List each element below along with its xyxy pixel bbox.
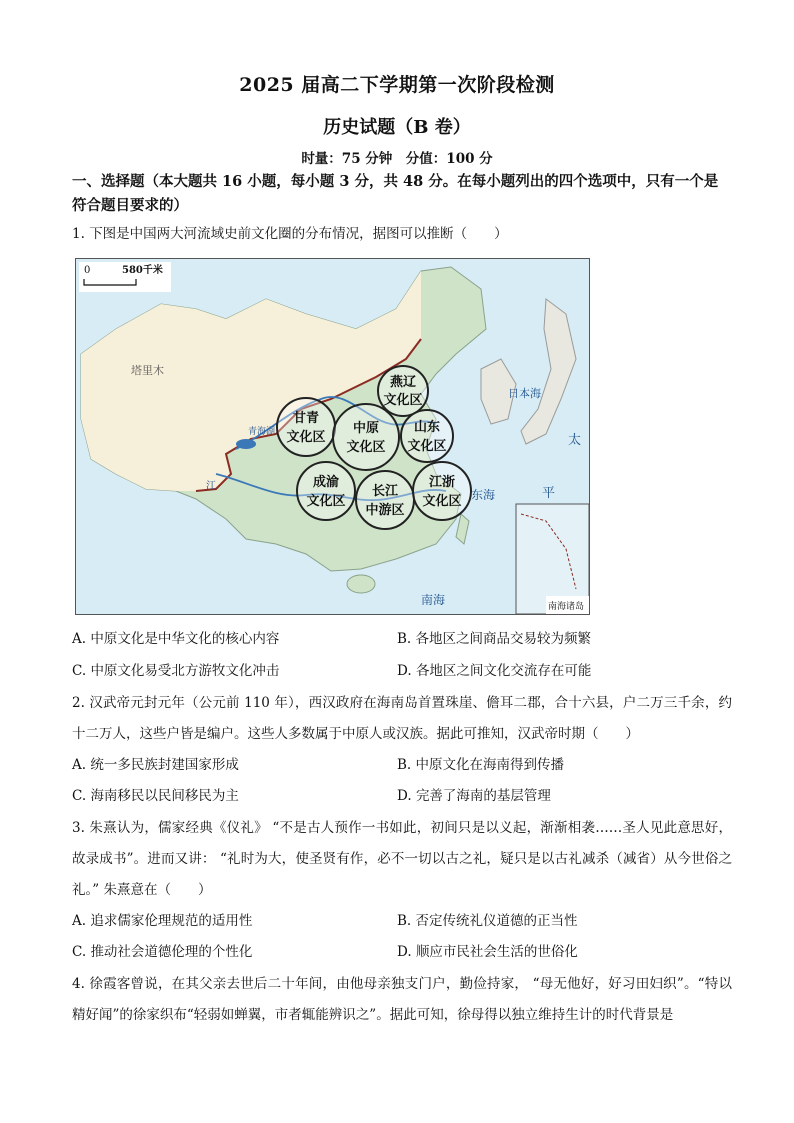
question-2	[72, 688, 732, 750]
option-key: C.	[72, 788, 87, 804]
q3-option-c[interactable]	[72, 942, 252, 962]
region-shandong	[401, 410, 453, 462]
section-heading: 一、选择题（本大题共 16 小题，每小题 3 分，共 48 分。在每小题列出的四个选项中，只有一个是符合题目要求的）	[72, 173, 719, 214]
option-text: 中原文化易受北方游牧文化冲击	[90, 663, 280, 679]
q1-option-c[interactable]	[72, 661, 279, 681]
option-text: 追求儒家伦理规范的适用性	[90, 913, 253, 929]
prehistoric-culture-map	[75, 258, 590, 615]
q3-option-b[interactable]	[397, 911, 578, 931]
option-key: A.	[72, 631, 87, 647]
exam-title: 2025 届高二下学期第一次阶段检测	[239, 74, 555, 96]
option-key: A.	[72, 913, 87, 929]
q2-option-a[interactable]	[72, 755, 239, 775]
option-text: 统一多民族封建国家形成	[90, 757, 239, 773]
option-key: B.	[397, 757, 412, 773]
q3-option-d[interactable]	[397, 942, 578, 962]
option-text: 各地区之间商品交易较为频繁	[415, 631, 592, 647]
region-yanliao	[378, 366, 428, 416]
question-stem: 下图是中国两大河流域史前文化圈的分布情况，据图可以推断（ ）	[89, 226, 508, 242]
option-text: 中原文化是中华文化的核心内容	[90, 631, 280, 647]
map-figure	[76, 259, 589, 614]
option-key: C.	[72, 944, 87, 960]
scale-zero: 0	[84, 265, 91, 276]
region-label-line2: 文化区	[422, 494, 462, 509]
q3-option-a[interactable]	[72, 911, 252, 931]
option-key: B.	[397, 631, 412, 647]
q1-option-d[interactable]	[397, 661, 591, 681]
label-south-sea: 南海	[421, 593, 446, 607]
region-label-line2: 中游区	[365, 503, 405, 518]
exam-meta: 时量：75 分钟 分值：100 分	[301, 151, 493, 167]
option-text: 否定传统礼仪道德的正当性	[415, 913, 578, 929]
region-label-line1: 燕辽	[389, 375, 417, 390]
scale-label: 580千米	[122, 265, 163, 276]
inset-label: 南海诸岛	[548, 602, 585, 612]
region-label-line1: 甘青	[292, 411, 320, 426]
region-label-line1: 成渝	[312, 475, 340, 490]
label-pacific-1: 太	[568, 433, 582, 448]
option-key: B.	[397, 913, 412, 929]
region-label-line2: 文化区	[407, 439, 447, 454]
question-stem: 朱熹认为，儒家经典《仪礼》 “不是古人预作一书如此，初间只是以义起，渐渐相袭……圣人见此意思好，故录成书”。进而又讲： “礼时为大，使圣贤有作，必不一切以古之礼，疑只是以古礼减杀（减省）从今世俗之礼。” 朱熹意在（ ）	[72, 820, 732, 898]
label-pacific-2: 平	[542, 486, 556, 501]
q2-option-d[interactable]	[397, 786, 551, 806]
question-3	[72, 813, 732, 906]
region-label-line1: 江浙	[428, 475, 456, 490]
option-key: D.	[397, 944, 412, 960]
region-zhongyuan	[333, 404, 399, 470]
option-key: D.	[397, 663, 412, 679]
region-label-line1: 中原	[352, 421, 380, 436]
map-hainan	[347, 575, 375, 593]
region-label-line2: 文化区	[383, 393, 423, 408]
region-label-line2: 文化区	[306, 494, 346, 509]
option-text: 推动社会道德伦理的个性化	[90, 944, 253, 960]
question-4	[72, 969, 732, 1031]
option-text: 海南移民以民间移民为主	[90, 788, 239, 804]
q1-option-a[interactable]	[72, 629, 279, 649]
region-label-line2: 文化区	[346, 440, 386, 455]
region-ganqing	[277, 398, 335, 456]
option-key: C.	[72, 663, 87, 679]
question-number: 2.	[72, 695, 85, 711]
label-qinghai-lake: 青海湖	[248, 427, 276, 437]
option-key: D.	[397, 788, 412, 804]
q2-option-c[interactable]	[72, 786, 239, 806]
label-east-sea: 东海	[471, 488, 496, 502]
option-key: A.	[72, 757, 87, 773]
region-jiangzhe	[413, 462, 471, 520]
label-tarim: 塔里木	[131, 364, 164, 377]
option-text: 完善了海南的基层管理	[415, 788, 551, 804]
question-stem: 徐霞客曾说，在其父亲去世后二十年间，由他母亲独支门户，勤俭持家， “母无他好，好习田妇织”。“特以精好闻”的徐家织布“轻弱如蝉翼，市者辄能辨识之”。据此可知，徐母得以独立维持生计的时代背景是	[72, 976, 733, 1023]
q2-option-b[interactable]	[397, 755, 564, 775]
option-text: 顺应市民社会生活的世俗化	[415, 944, 578, 960]
question-1	[72, 219, 732, 250]
label-japan-sea: 日本海	[508, 387, 541, 400]
region-chengyu	[297, 462, 355, 520]
option-text: 中原文化在海南得到传播	[415, 757, 565, 773]
question-stem: 汉武帝元封元年（公元前 110 年），西汉政府在海南岛首置珠崖、儋耳二郡，合十六县，户二万三千余，约十二万人，这些户皆是编户。这些人多数属于中原人或汉族。据此可推知，汉武帝时期（ ）	[72, 695, 732, 742]
label-yangtze: 江	[206, 481, 216, 492]
question-number: 1.	[72, 226, 85, 242]
region-label-line1: 长江	[371, 484, 399, 499]
option-text: 各地区之间文化交流存在可能	[415, 663, 592, 679]
qinghai-lake-icon	[236, 439, 256, 449]
region-changjiang	[356, 471, 414, 529]
question-number: 4.	[72, 976, 85, 992]
q1-option-b[interactable]	[397, 629, 591, 649]
question-number: 3.	[72, 820, 85, 836]
exam-subtitle: 历史试题（B 卷）	[323, 117, 471, 138]
region-label-line2: 文化区	[286, 430, 326, 445]
region-label-line1: 山东	[413, 420, 441, 435]
